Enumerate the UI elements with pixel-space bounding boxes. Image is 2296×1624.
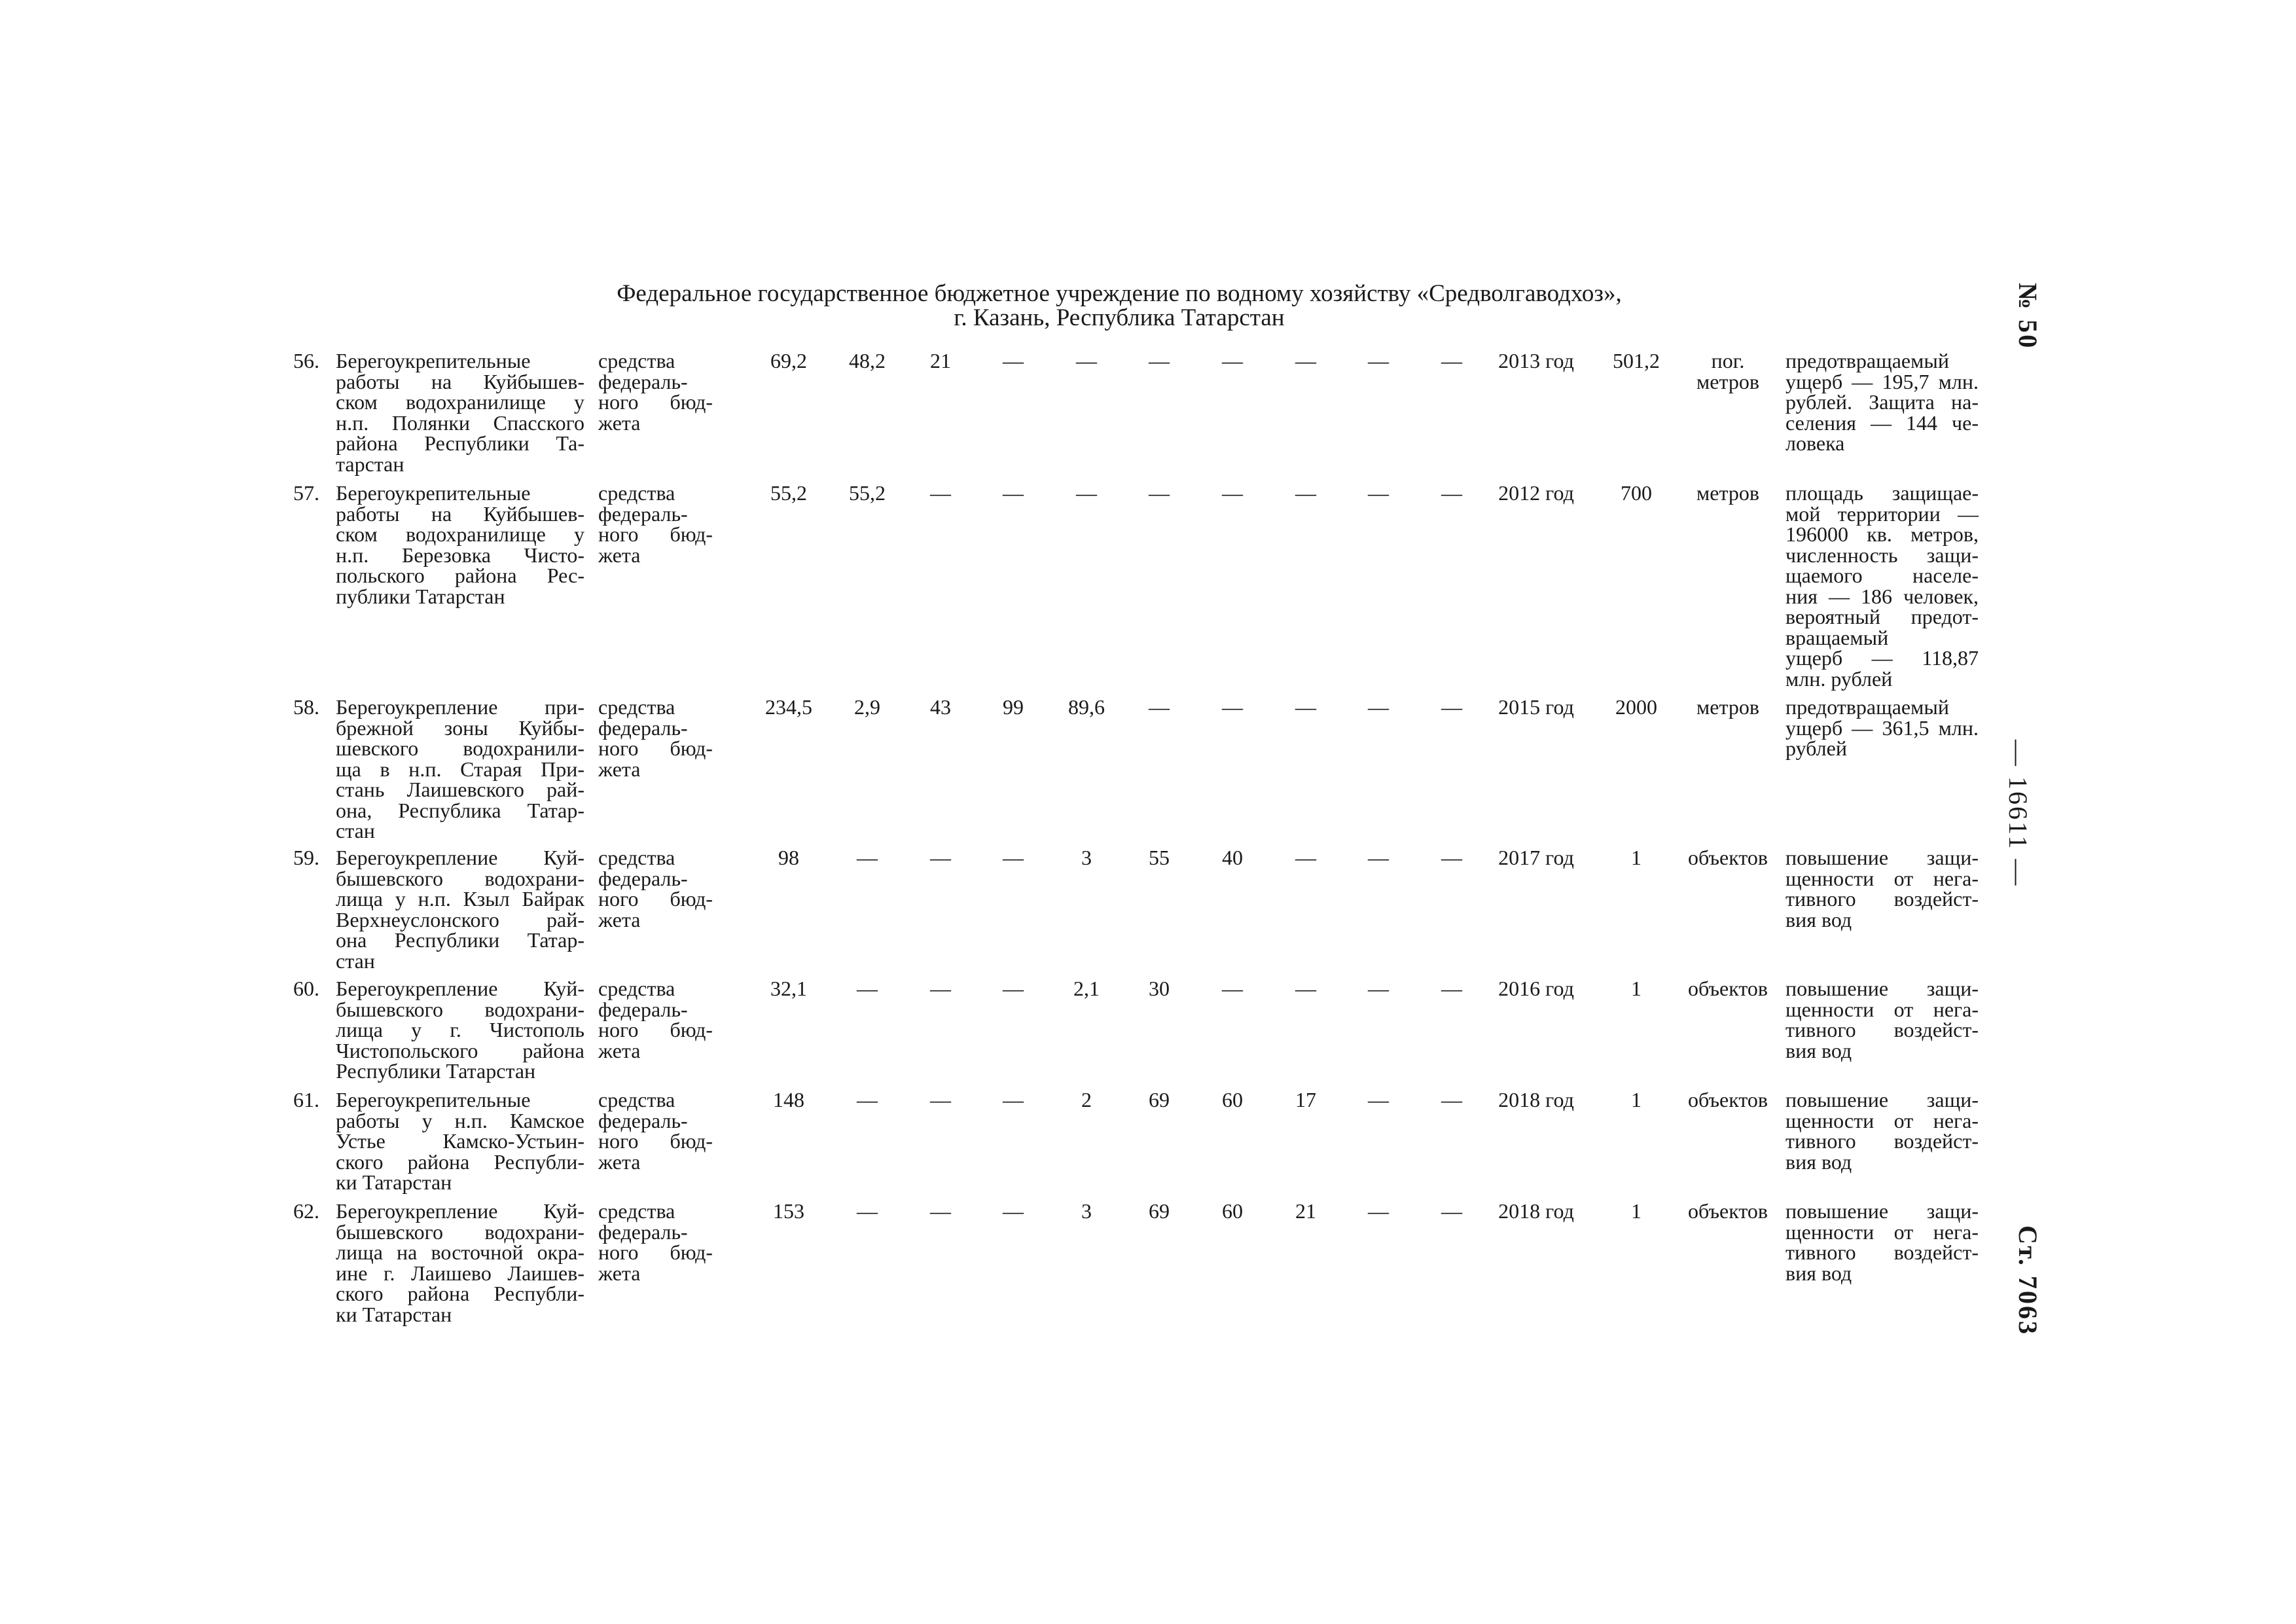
funding-value: 89,6	[1068, 695, 1105, 719]
expected-result-line: тивного воздейст-	[1785, 1240, 1979, 1264]
funding-source-line: средства	[598, 1199, 675, 1223]
funding-value: 55,2	[849, 481, 886, 505]
funding-value: —	[1368, 1088, 1389, 1111]
funding-source-line: средства	[598, 349, 675, 372]
capacity-value: 2000	[1615, 695, 1657, 719]
funding-value: —	[1149, 349, 1170, 372]
capacity-value: 700	[1621, 481, 1652, 505]
funding-value: 98	[778, 846, 799, 869]
funding-source-line: ного бюд-	[598, 1129, 713, 1153]
funding-value: 55,2	[770, 481, 807, 505]
expected-result-line: рублей. Защита на-	[1785, 390, 1979, 414]
expected-result	[1785, 351, 1979, 454]
funding-value: —	[930, 1088, 951, 1111]
funding-value: 2	[1081, 1088, 1092, 1111]
funding-value: 2,1	[1073, 977, 1100, 1000]
funding-value: 32,1	[770, 977, 807, 1000]
measure-name-line: ском водохранилище у	[336, 522, 584, 546]
funding-value: 17	[1295, 1088, 1316, 1111]
funding-value: 40	[1222, 846, 1243, 869]
funding-value: —	[1368, 846, 1389, 869]
funding-value: —	[1441, 1088, 1462, 1111]
funding-source-line: федераль-	[598, 501, 688, 526]
row-number: 62.	[293, 1199, 319, 1223]
funding-source-line: федераль-	[598, 715, 688, 740]
funding-value: 21	[930, 349, 951, 372]
funding-value: —	[1368, 695, 1389, 719]
expected-result-line: вия вод	[1785, 1261, 1852, 1285]
funding-value: —	[1149, 481, 1170, 505]
funding-value: —	[930, 977, 951, 1000]
funding-value: 153	[773, 1199, 804, 1223]
measure-name-line: ского района Республи-	[336, 1149, 584, 1174]
header-line-1: Федеральное государственное бюджетное учреждение по водному хозяйству «Средволгаводхоз»,	[617, 280, 1622, 307]
measure-name-line: она Республики Татар-	[336, 928, 584, 952]
funding-source-line: жета	[598, 410, 641, 435]
funding-source	[598, 351, 713, 433]
expected-result-line: тивного воздейст-	[1785, 1129, 1979, 1153]
expected-result-line: щенности от нега-	[1785, 866, 1979, 890]
measure-name-line: Берегоукрепительные	[336, 349, 531, 372]
funding-source-line: средства	[598, 481, 675, 505]
capacity-unit	[1679, 848, 1777, 869]
funding-value: —	[857, 977, 878, 1000]
funding-source-line: средства	[598, 977, 675, 1000]
funding-source-line: федераль-	[598, 997, 688, 1021]
capacity-value: 1	[1631, 1088, 1641, 1111]
capacity-unit	[1679, 351, 1777, 392]
measure-name-line: лища на восточной окра-	[336, 1240, 584, 1264]
funding-value: —	[1295, 481, 1316, 505]
capacity-unit-line: объектов	[1687, 1199, 1768, 1223]
funding-source-line: ного бюд-	[598, 522, 713, 546]
capacity-value: 1	[1631, 846, 1641, 869]
funding-source-line: жета	[598, 757, 641, 781]
expected-result-line: млн. рублей	[1785, 666, 1893, 691]
measure-name-line: ки Татарстан	[336, 1170, 452, 1194]
funding-value: —	[857, 1088, 878, 1111]
funding-value: —	[1295, 695, 1316, 719]
measure-name-line: н.п. Березовка Чисто-	[336, 543, 584, 567]
funding-source-line: федераль-	[598, 866, 688, 890]
funding-value: 3	[1081, 846, 1092, 869]
completion-year: 2018 год	[1498, 1088, 1574, 1111]
funding-value: —	[1222, 481, 1243, 505]
measure-name-line: лища у г. Чистополь	[336, 1018, 584, 1041]
measure-name-line: тарстан	[336, 452, 404, 476]
expected-result-line: щаемого населе-	[1785, 564, 1979, 587]
measure-name	[336, 351, 584, 475]
funding-source-line: федераль-	[598, 1219, 688, 1244]
funding-value: 99	[1003, 695, 1024, 719]
expected-result	[1785, 848, 1979, 930]
measure-name-line: стань Лаишевского рай-	[336, 778, 584, 801]
funding-value: —	[1368, 1199, 1389, 1223]
measure-name-line: Верхнеуслонского рай-	[336, 907, 584, 931]
expected-result-line: повышение защи-	[1785, 846, 1979, 869]
capacity-unit	[1679, 697, 1777, 718]
measure-name	[336, 848, 584, 971]
measure-name-line: бышевского водохрани-	[336, 1219, 584, 1244]
funding-value: —	[1295, 977, 1316, 1000]
measure-name-line: Берегоукрепление Куй-	[336, 977, 584, 1000]
expected-result-line: вия вод	[1785, 1149, 1852, 1174]
capacity-unit-line: метров	[1696, 695, 1759, 719]
measure-name-line: работы у н.п. Камское	[336, 1108, 584, 1132]
measure-name-line: она, Республика Татар-	[336, 798, 584, 822]
funding-value: —	[1222, 349, 1243, 372]
funding-source-line: федераль-	[598, 1108, 688, 1132]
capacity-unit	[1679, 979, 1777, 1000]
measure-name-line: ского района Республи-	[336, 1282, 584, 1305]
measure-name-line: ща в н.п. Старая При-	[336, 757, 584, 781]
funding-value: —	[1441, 977, 1462, 1000]
measure-name-line: бышевского водохрани-	[336, 997, 584, 1021]
measure-name-line: ине г. Лаишево Лаишев-	[336, 1261, 584, 1285]
measure-name	[336, 979, 584, 1082]
funding-value: —	[1295, 846, 1316, 869]
measure-name-line: ском водохранилище у	[336, 390, 584, 414]
completion-year: 2013 год	[1498, 349, 1574, 372]
completion-year: 2012 год	[1498, 481, 1574, 505]
funding-value: 234,5	[765, 695, 812, 719]
expected-result-line: вращаемый	[1785, 625, 1889, 649]
funding-value: 69	[1149, 1088, 1170, 1111]
capacity-unit-line: объектов	[1687, 977, 1768, 1000]
measure-name-line: публики Татарстан	[336, 584, 505, 608]
funding-value: —	[1076, 481, 1097, 505]
capacity-unit-line: метров	[1696, 369, 1759, 393]
measure-name-line: Берегоукрепление при-	[336, 695, 584, 719]
expected-result-line: тивного воздейст-	[1785, 887, 1979, 911]
funding-source	[598, 979, 713, 1061]
expected-result	[1785, 1090, 1979, 1172]
funding-source-line: жета	[598, 1261, 641, 1285]
measure-name-line: Устье Камско-Устьин-	[336, 1129, 584, 1153]
funding-value: —	[1003, 1088, 1024, 1111]
funding-value: —	[930, 1199, 951, 1223]
expected-result-line: численность защи-	[1785, 543, 1979, 567]
capacity-value: 1	[1631, 977, 1641, 1000]
funding-value: 30	[1149, 977, 1170, 1000]
expected-result-line: ущерб — 118,87	[1785, 646, 1979, 670]
measure-name	[336, 1090, 584, 1193]
funding-value: —	[930, 481, 951, 505]
funding-value: 21	[1295, 1199, 1316, 1223]
funding-value: 43	[930, 695, 951, 719]
funding-source	[598, 848, 713, 930]
expected-result-line: ния — 186 человек,	[1785, 584, 1979, 608]
funding-value: 148	[773, 1088, 804, 1111]
measure-name-line: бышевского водохрани-	[336, 866, 584, 890]
funding-source-line: ного бюд-	[598, 736, 713, 760]
capacity-value: 1	[1631, 1199, 1641, 1223]
measure-name	[336, 483, 584, 607]
funding-value: 60	[1222, 1199, 1243, 1223]
funding-source-line: средства	[598, 846, 675, 869]
row-number: 57.	[293, 481, 319, 505]
capacity-unit-line: объектов	[1687, 846, 1768, 869]
expected-result-line: повышение защи-	[1785, 1088, 1979, 1111]
measure-name	[336, 1201, 584, 1325]
expected-result-line: рублей	[1785, 736, 1847, 760]
capacity-unit-line: объектов	[1687, 1088, 1768, 1111]
funding-value: 55	[1149, 846, 1170, 869]
completion-year: 2018 год	[1498, 1199, 1574, 1223]
funding-source-line: федераль-	[598, 369, 688, 393]
funding-value: —	[1003, 846, 1024, 869]
measure-name-line: Берегоукрепительные	[336, 481, 531, 505]
funding-value: —	[1295, 349, 1316, 372]
expected-result	[1785, 483, 1979, 689]
funding-value: —	[1149, 695, 1170, 719]
measure-name-line: работы на Куйбышев-	[336, 501, 584, 526]
expected-result-line: повышение защи-	[1785, 977, 1979, 1000]
expected-result-line: предотвращаемый	[1785, 349, 1949, 372]
funding-source-line: жета	[598, 1149, 641, 1174]
expected-result-line: щенности от нега-	[1785, 1219, 1979, 1244]
measure-name-line: польского района Рес-	[336, 564, 584, 587]
expected-result-line: щенности от нега-	[1785, 997, 1979, 1021]
measure-name	[336, 697, 584, 842]
funding-source-line: ного бюд-	[598, 1018, 713, 1041]
funding-value: —	[1222, 695, 1243, 719]
funding-source	[598, 1201, 713, 1284]
funding-value: 60	[1222, 1088, 1243, 1111]
funding-source-line: ного бюд-	[598, 887, 713, 911]
expected-result-line: щенности от нега-	[1785, 1108, 1979, 1132]
measure-name-line: Чистопольского района	[336, 1038, 584, 1062]
measure-name-line: ки Татарстан	[336, 1302, 452, 1326]
expected-result-line: мой территории —	[1785, 501, 1979, 526]
expected-result-line: вия вод	[1785, 907, 1852, 931]
header-line-2: г. Казань, Республика Татарстан	[954, 304, 1285, 331]
measure-name-line: Берегоукрепительные	[336, 1088, 531, 1111]
expected-result-line: повышение защи-	[1785, 1199, 1979, 1223]
measure-name-line: брежной зоны Куйбы-	[336, 715, 584, 740]
measure-name-line: Берегоукрепление Куй-	[336, 846, 584, 869]
completion-year: 2017 год	[1498, 846, 1574, 869]
expected-result-line: селения — 144 че-	[1785, 410, 1979, 435]
funding-source-line: ного бюд-	[598, 390, 713, 414]
expected-result	[1785, 697, 1979, 759]
funding-value: —	[1441, 349, 1462, 372]
row-number: 61.	[293, 1088, 319, 1111]
funding-value: —	[1441, 846, 1462, 869]
funding-value: —	[1368, 481, 1389, 505]
funding-value: 69,2	[770, 349, 807, 372]
funding-value: —	[930, 846, 951, 869]
measure-name-line: работы на Куйбышев-	[336, 369, 584, 393]
funding-value: —	[1076, 349, 1097, 372]
capacity-unit	[1679, 1090, 1777, 1111]
expected-result-line: площадь защищае-	[1785, 481, 1979, 505]
funding-source-line: жета	[598, 543, 641, 567]
funding-value: —	[1368, 977, 1389, 1000]
funding-value: —	[1441, 1199, 1462, 1223]
expected-result-line: тивного воздейст-	[1785, 1018, 1979, 1041]
row-number: 56.	[293, 349, 319, 372]
funding-value: 2,9	[854, 695, 880, 719]
measure-name-line: стан	[336, 819, 375, 842]
expected-result-line: ущерб — 195,7 млн.	[1785, 369, 1979, 393]
funding-value: —	[1003, 481, 1024, 505]
funding-value: —	[1368, 349, 1389, 372]
funding-source-line: жета	[598, 1038, 641, 1062]
measure-name-line: стан	[336, 948, 375, 973]
funding-source	[598, 697, 713, 780]
measure-name-line: лища у н.п. Кзыл Байрак	[336, 887, 584, 911]
funding-value: —	[857, 1199, 878, 1223]
expected-result	[1785, 1201, 1979, 1284]
expected-result	[1785, 979, 1979, 1061]
funding-source-line: средства	[598, 695, 675, 719]
row-number: 59.	[293, 846, 319, 869]
measure-name-line: Берегоукрепление Куй-	[336, 1199, 584, 1223]
funding-source-line: жета	[598, 907, 641, 931]
funding-source	[598, 483, 713, 566]
funding-value: —	[1441, 695, 1462, 719]
capacity-unit-line: пог.	[1711, 349, 1745, 372]
funding-source-line: средства	[598, 1088, 675, 1111]
row-number: 58.	[293, 695, 319, 719]
funding-value: —	[857, 846, 878, 869]
expected-result-line: ловека	[1785, 431, 1845, 455]
funding-value: 69	[1149, 1199, 1170, 1223]
funding-value: —	[1222, 977, 1243, 1000]
issue-number: № 50	[2013, 283, 2043, 350]
capacity-unit	[1679, 1201, 1777, 1222]
completion-year: 2015 год	[1498, 695, 1574, 719]
completion-year: 2016 год	[1498, 977, 1574, 1000]
funding-value: 48,2	[849, 349, 886, 372]
expected-result-line: 196000 кв. метров,	[1785, 522, 1979, 546]
capacity-unit	[1679, 483, 1777, 504]
measure-name-line: района Республики Та-	[336, 431, 584, 455]
funding-value: 3	[1081, 1199, 1092, 1223]
funding-value: —	[1003, 349, 1024, 372]
measure-name-line: шевского водохранили-	[336, 736, 584, 760]
measure-name-line: Республики Татарстан	[336, 1059, 536, 1083]
expected-result-line: ущерб — 361,5 млн.	[1785, 715, 1979, 740]
funding-source	[598, 1090, 713, 1172]
page-number: — 16611 —	[2003, 740, 2033, 888]
funding-source-line: ного бюд-	[598, 1240, 713, 1264]
row-number: 60.	[293, 977, 319, 1000]
measure-name-line: н.п. Полянки Спасского	[336, 410, 584, 435]
funding-value: —	[1003, 977, 1024, 1000]
capacity-value: 501,2	[1613, 349, 1660, 372]
expected-result-line: вероятный предот-	[1785, 605, 1979, 628]
expected-result-line: предотвращаемый	[1785, 695, 1949, 719]
article-number: Ст. 7063	[2013, 1225, 2043, 1336]
funding-value: —	[1441, 481, 1462, 505]
capacity-unit-line: метров	[1696, 481, 1759, 505]
funding-value: —	[1003, 1199, 1024, 1223]
expected-result-line: вия вод	[1785, 1038, 1852, 1062]
